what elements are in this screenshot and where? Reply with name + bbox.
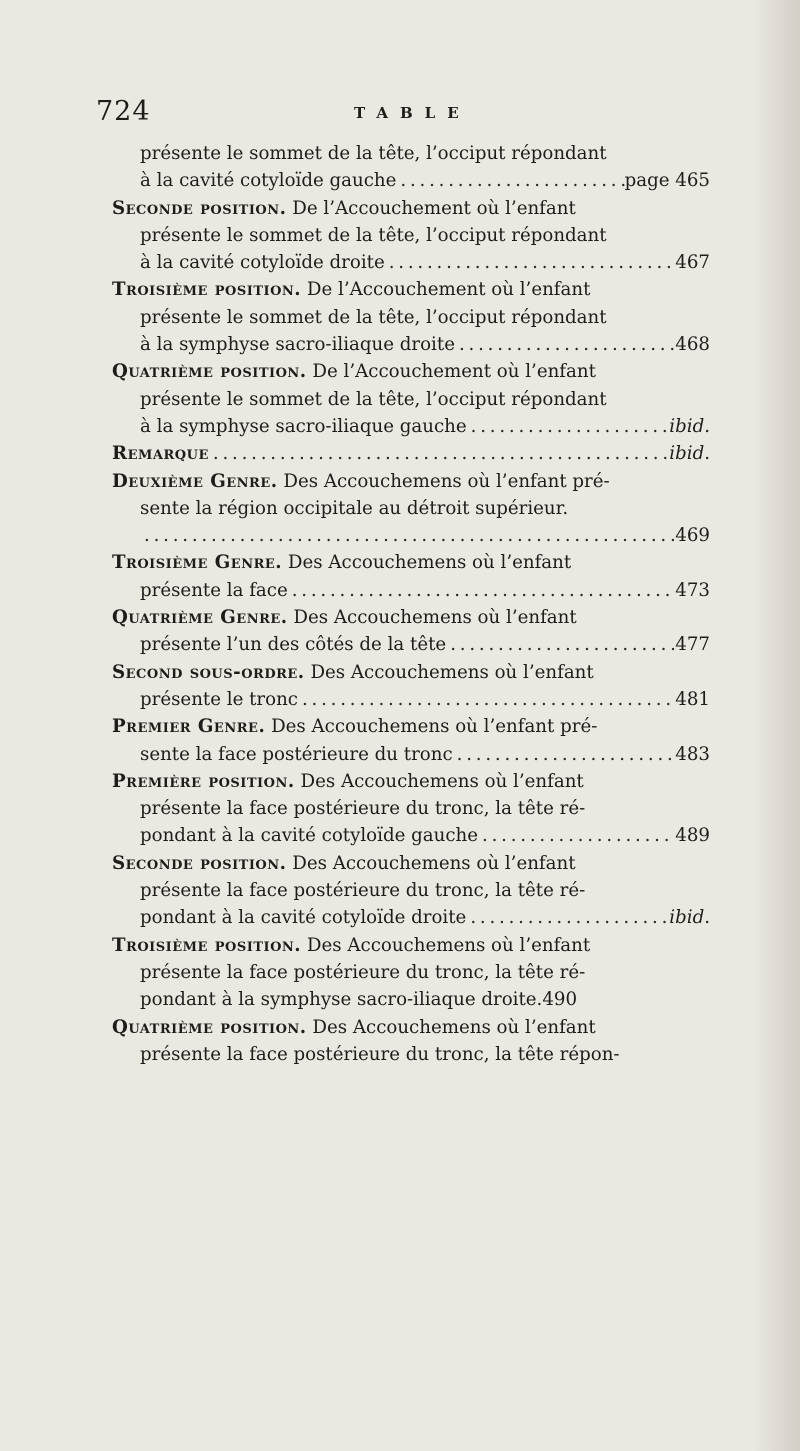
entry-heading: Seconde position. — [112, 197, 287, 219]
entry-heading: Second sous-ordre. — [112, 661, 305, 683]
page-reference: page 465 — [624, 170, 710, 192]
toc-entry — [112, 468, 710, 550]
entry-text: à la symphyse sacro-iliaque gauche — [140, 415, 467, 437]
page-reference: 483 — [675, 743, 710, 765]
running-header — [96, 96, 696, 136]
entry-line — [112, 713, 710, 740]
leader-dots — [467, 413, 670, 440]
page-reference: ibid. — [669, 443, 710, 465]
entry-last-line — [112, 822, 710, 849]
entry-last-line — [112, 741, 710, 768]
entry-last-line — [112, 904, 710, 931]
entry-heading: Deuxième Genre. — [112, 470, 278, 492]
entry-text: présente le sommet de la tête, l’occiput répondant — [140, 306, 607, 328]
toc-entry — [112, 549, 710, 604]
entry-last-line — [112, 577, 710, 604]
page-reference: 473 — [675, 579, 710, 601]
entry-heading: Troisième position. — [112, 934, 302, 956]
toc-entry — [112, 276, 710, 358]
entry-last-line — [112, 686, 710, 713]
toc-entry — [112, 850, 710, 932]
entry-text: à la symphyse sacro-iliaque droite — [140, 334, 455, 356]
running-title: TABLE — [354, 104, 471, 122]
entry-last-line — [112, 440, 710, 467]
entry-text: présente la face postérieure du tronc, la tête ré- — [140, 798, 586, 820]
toc-entry — [112, 768, 710, 850]
entry-text: De l’Accouchement où l’enfant — [292, 197, 576, 219]
entry-text: présente le tronc — [140, 688, 298, 710]
entry-text: De l’Accouchement où l’enfant — [306, 279, 591, 301]
page-reference: 489 — [675, 825, 710, 847]
toc-entry — [112, 195, 710, 277]
leader-dots — [466, 904, 669, 931]
entry-text: Des Accouchemens où l’enfant — [292, 852, 576, 874]
entry-text: présente la face postérieure du tronc, la tête ré- — [140, 961, 586, 983]
entry-text: Des Accouchemens où l’enfant — [310, 661, 594, 683]
entry-text: présente la face postérieure du tronc, la tête répon- — [140, 1043, 620, 1065]
leader-dots — [455, 331, 675, 358]
entry-line — [112, 768, 710, 795]
entry-text: Des Accouchemens où l’enfant pré- — [283, 470, 610, 492]
entry-heading: Troisième position. — [112, 279, 302, 301]
page-reference: 467 — [675, 252, 710, 274]
leader-dots — [298, 686, 675, 713]
leader-dots — [385, 249, 676, 276]
entry-line — [112, 850, 710, 877]
entry-text: Des Accouchemens où l’enfant — [300, 770, 584, 792]
toc-entry — [112, 140, 710, 195]
entry-line — [112, 386, 710, 413]
entry-line — [112, 959, 710, 986]
entry-heading: Première position. — [112, 770, 295, 792]
entry-line — [112, 1041, 710, 1068]
entry-text: sente la région occipitale au détroit supérieur. — [140, 497, 569, 519]
table-of-contents — [112, 140, 710, 1068]
entry-text: De l’Accouchement où l’enfant — [312, 361, 596, 383]
entry-heading: Remarque — [112, 443, 209, 465]
page-number: 724 — [96, 96, 151, 127]
leader-dots — [446, 631, 675, 658]
entry-last-line — [112, 631, 710, 658]
entry-text: à la cavité cotyloïde droite — [140, 252, 385, 274]
entry-text: présente la face — [140, 579, 288, 601]
entry-text: à la cavité cotyloïde gauche — [140, 170, 397, 192]
entry-line — [112, 1014, 710, 1041]
entry-line — [112, 604, 710, 631]
entry-line — [112, 276, 710, 303]
page-reference: 469 — [675, 525, 710, 547]
entry-heading: Troisième Genre. — [112, 552, 283, 574]
entry-text: présente le sommet de la tête, l’occiput répondant — [140, 388, 607, 410]
toc-entry — [112, 604, 710, 659]
toc-entry — [112, 1014, 710, 1069]
entry-heading: Premier Genre. — [112, 716, 266, 738]
page-reference: 477 — [675, 634, 710, 656]
entry-line — [112, 795, 710, 822]
toc-entry — [112, 358, 710, 440]
leader-dots — [453, 741, 676, 768]
entry-last-line — [112, 522, 710, 549]
entry-line — [112, 659, 710, 686]
entry-text: Des Accouchemens où l’enfant — [287, 552, 572, 574]
leader-dots — [209, 440, 669, 467]
entry-line — [112, 549, 710, 576]
leader-dots — [396, 167, 624, 194]
entry-heading: Quatrième Genre. — [112, 607, 288, 629]
toc-entry — [112, 440, 710, 467]
entry-last-line — [112, 413, 710, 440]
entry-text: Des Accouchemens où l’enfant — [293, 607, 577, 629]
page-reference: 490 — [542, 989, 578, 1011]
entry-text: Des Accouchemens où l’enfant — [306, 934, 591, 956]
entry-line — [112, 140, 710, 167]
entry-line — [112, 304, 710, 331]
entry-heading: Seconde position. — [112, 852, 287, 874]
entry-last-line — [112, 331, 710, 358]
entry-text: présente l’un des côtés de la tête — [140, 634, 447, 656]
page-edge-shadow — [752, 0, 800, 1451]
entry-text: Des Accouchemens où l’enfant — [312, 1016, 596, 1038]
leader-dots — [478, 822, 675, 849]
entry-line — [112, 468, 710, 495]
page-reference: ibid. — [669, 907, 710, 929]
entry-text: pondant à la cavité cotyloïde droite — [140, 907, 467, 929]
entry-text: présente le sommet de la tête, l’occiput répondant — [140, 224, 607, 246]
entry-text: Des Accouchemens où l’enfant pré- — [271, 716, 598, 738]
entry-text: pondant à la cavité cotyloïde gauche — [140, 825, 478, 847]
toc-entry — [112, 659, 710, 714]
entry-last-line — [112, 986, 710, 1013]
entry-line — [112, 222, 710, 249]
entry-text: présente le sommet de la tête, l’occiput répondant — [140, 143, 607, 164]
entry-last-line — [112, 167, 710, 194]
toc-entry — [112, 932, 710, 1014]
leader-dots — [288, 577, 676, 604]
entry-last-line — [112, 249, 710, 276]
entry-text: présente la face postérieure du tronc, la tête ré- — [140, 880, 586, 902]
toc-entry — [112, 713, 710, 768]
entry-line — [112, 877, 710, 904]
page-reference: 481 — [675, 688, 710, 710]
entry-heading: Quatrième position. — [112, 361, 307, 383]
entry-line — [112, 495, 710, 522]
entry-text: sente la face postérieure du tronc — [140, 743, 453, 765]
entry-line — [112, 932, 710, 959]
page-reference: ibid. — [669, 415, 710, 437]
page-reference: 468 — [675, 334, 710, 356]
entry-text: pondant à la symphyse sacro-iliaque droite. — [140, 989, 543, 1011]
entry-line — [112, 195, 710, 222]
entry-heading: Quatrième position. — [112, 1016, 307, 1038]
entry-line — [112, 358, 710, 385]
leader-dots — [140, 522, 675, 549]
